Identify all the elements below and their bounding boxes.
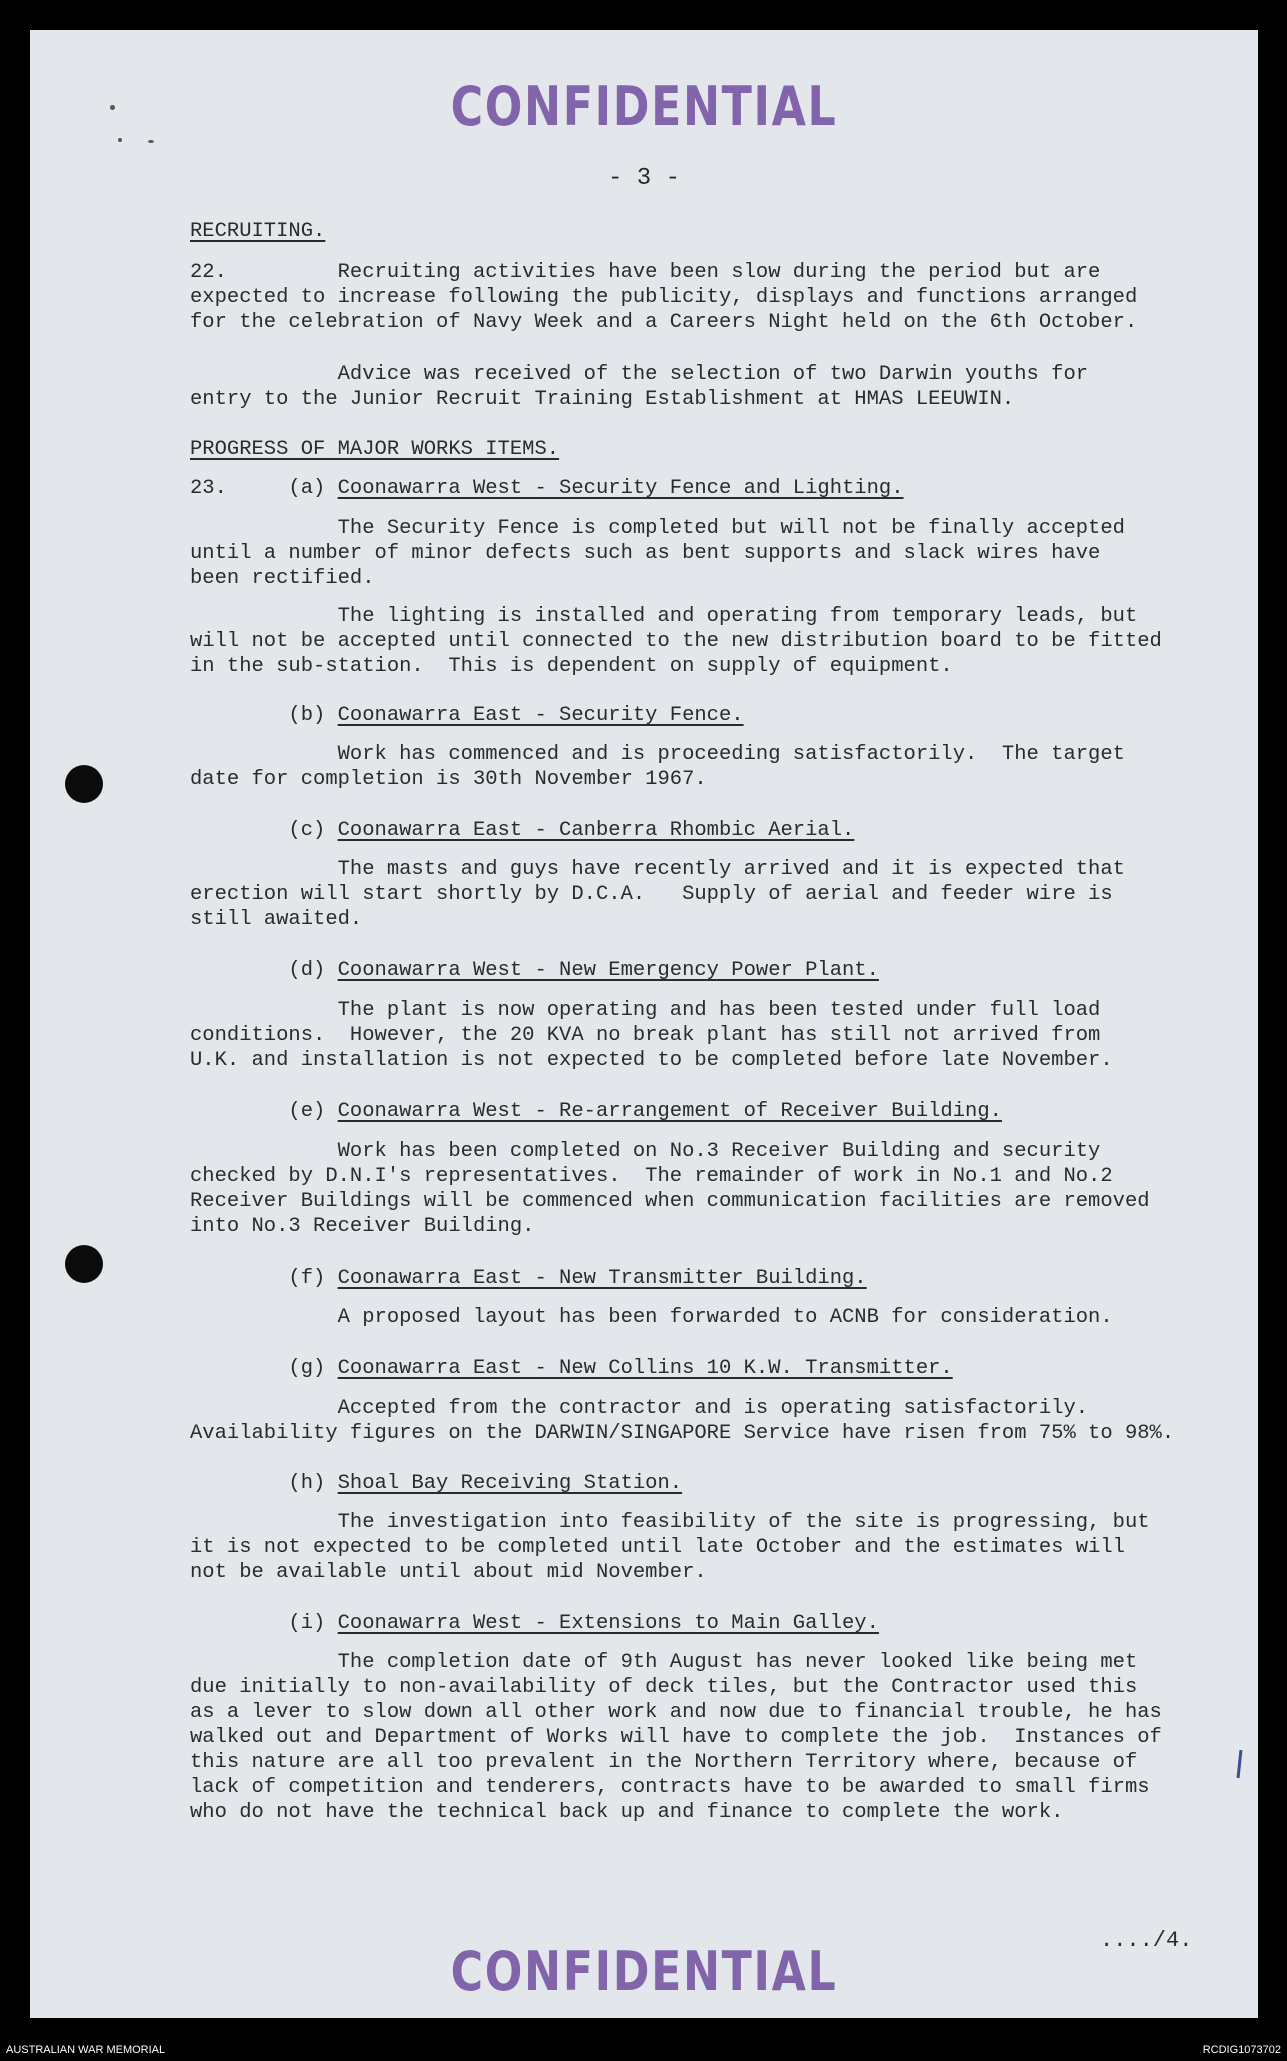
paragraph-line: into No.3 Receiver Building. [190,1215,535,1238]
item-heading-i: (i) Coonawarra West - Extensions to Main Galley. [190,1612,879,1635]
margin-pen-mark [1237,1750,1243,1778]
section-heading-recruiting: RECRUITING. [190,220,326,243]
paragraph-line: The lighting is installed and operating from temporary leads, but [190,605,1138,628]
paper-speck [110,105,115,110]
paper-speck [118,138,122,142]
paragraph-line: as a lever to slow down all other work and now due to financial trouble, he has [190,1701,1162,1724]
punch-hole [65,765,103,803]
paragraph-line: A proposed layout has been forwarded to ACNB for consideration. [190,1306,1113,1329]
paragraph-line: expected to increase following the publicity, displays and functions arranged [190,286,1138,309]
punch-hole [65,1245,103,1283]
paragraph-line: date for completion is 30th November 1967. [190,768,707,791]
paragraph-line: Advice was received of the selection of two Darwin youths for [190,363,1089,386]
paper-speck [148,140,154,143]
paragraph-line: checked by D.N.I's representatives. The remainder of work in No.1 and No.2 [190,1165,1113,1188]
continuation-marker: ..../4. [1100,1928,1193,1953]
item-heading-f: (f) Coonawarra East - New Transmitter Building. [190,1267,867,1290]
paragraph-line: The investigation into feasibility of the site is progressing, but [190,1511,1150,1534]
paragraph-line: walked out and Department of Works will have to complete the job. Instances of [190,1726,1162,1749]
paragraph-line: 22. Recruiting activities have been slow during the period but are [190,261,1101,284]
paragraph-line: Availability figures on the DARWIN/SINGAPORE Service have risen from 75% to 98%. [190,1422,1175,1445]
paragraph-line: U.K. and installation is not expected to be completed before late November. [190,1049,1113,1072]
footer-archive-name: AUSTRALIAN WAR MEMORIAL [6,2044,166,2056]
paragraph-line: Receiver Buildings will be commenced when communication facilities are removed [190,1190,1150,1213]
paragraph-line: not be available until about mid November. [190,1561,707,1584]
page-number: - 3 - [607,165,680,192]
paragraph-line: The masts and guys have recently arrived and it is expected that [190,858,1125,881]
paragraph-line: due initially to non-availability of deck tiles, but the Contractor used this [190,1676,1138,1699]
confidential-stamp-top: CONFIDENTIAL [450,75,838,138]
paragraph-line: still awaited. [190,908,363,931]
item-heading-b: (b) Coonawarra East - Security Fence. [190,704,744,727]
item-heading-c: (c) Coonawarra East - Canberra Rhombic Aerial. [190,819,855,842]
footer-record-id: RCDIG1073702 [1202,2044,1281,2056]
paragraph-line: conditions. However, the 20 KVA no break plant has still not arrived from [190,1024,1101,1047]
paragraph-line: The Security Fence is completed but will not be finally accepted [190,517,1125,540]
paragraph-line: this nature are all too prevalent in the Northern Territory where, because of [190,1751,1138,1774]
paragraph-line: erection will start shortly by D.C.A. Supply of aerial and feeder wire is [190,883,1113,906]
paragraph-line: who do not have the technical back up and finance to complete the work. [190,1801,1064,1824]
paragraph-line: it is not expected to be completed until late October and the estimates will [190,1536,1125,1559]
paragraph-line: Work has commenced and is proceeding satisfactorily. The target [190,743,1125,766]
paragraph-line: until a number of minor defects such as bent supports and slack wires have [190,542,1101,565]
paragraph-line: The plant is now operating and has been tested under full load [190,999,1101,1022]
paragraph-line: The completion date of 9th August has never looked like being met [190,1651,1138,1674]
item-heading-a: 23. (a) Coonawarra West - Security Fence and Lighting. [190,477,904,500]
confidential-stamp-bottom: CONFIDENTIAL [450,1940,838,2003]
item-heading-g: (g) Coonawarra East - New Collins 10 K.W. Transmitter. [190,1357,953,1380]
item-heading-h: (h) Shoal Bay Receiving Station. [190,1472,683,1495]
section-heading-major-works: PROGRESS OF MAJOR WORKS ITEMS. [190,438,560,461]
paragraph-line: Accepted from the contractor and is operating satisfactorily. [190,1397,1089,1420]
paragraph-line: entry to the Junior Recruit Training Establishment at HMAS LEEUWIN. [190,388,1015,411]
paragraph-line: lack of competition and tenderers, contracts have to be awarded to small firms [190,1776,1150,1799]
paragraph-line: Work has been completed on No.3 Receiver Building and security [190,1140,1101,1163]
item-heading-e: (e) Coonawarra West - Re-arrangement of Receiver Building. [190,1100,1002,1123]
item-heading-d: (d) Coonawarra West - New Emergency Power Plant. [190,959,879,982]
paragraph-line: been rectified. [190,567,375,590]
document-page [30,30,1258,2018]
paragraph-line: for the celebration of Navy Week and a Careers Night held on the 6th October. [190,311,1138,334]
paragraph-line: in the sub-station. This is dependent on supply of equipment. [190,655,953,678]
paragraph-line: will not be accepted until connected to the new distribution board to be fitted [190,630,1162,653]
